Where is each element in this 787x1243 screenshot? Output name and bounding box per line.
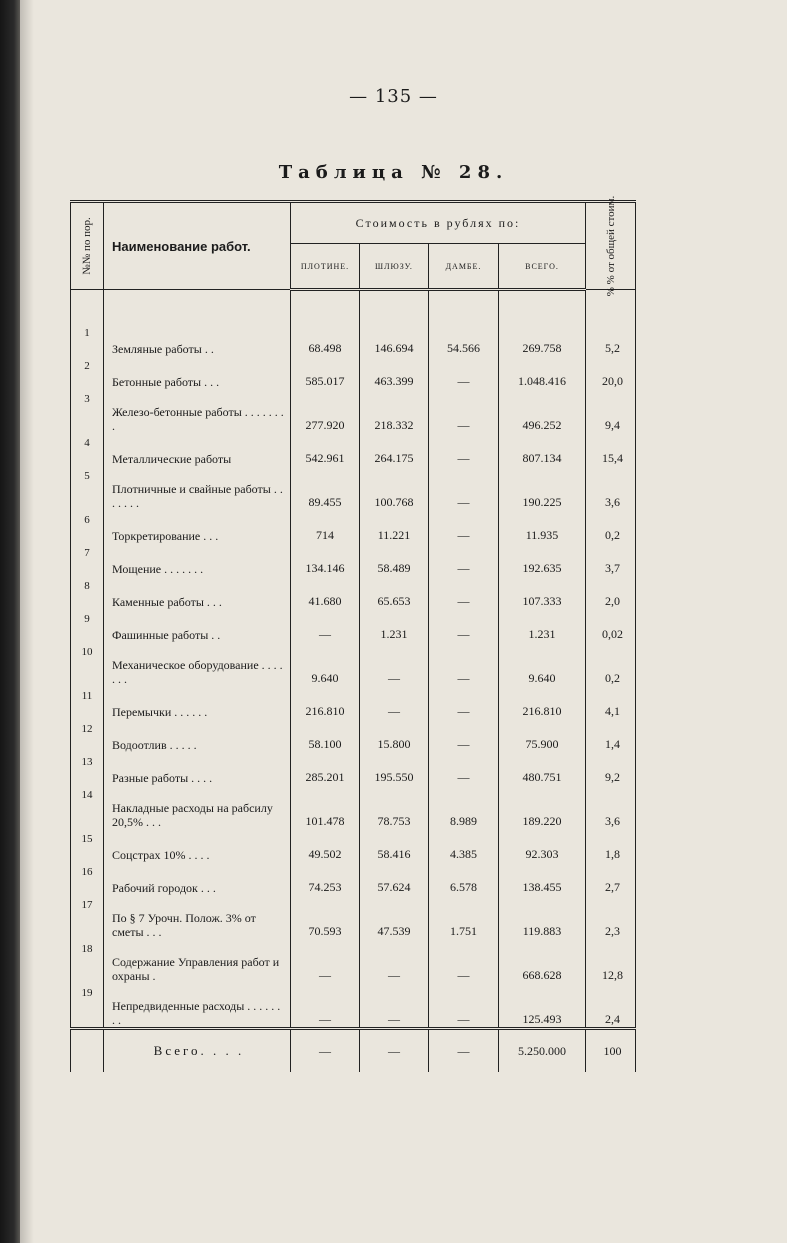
row-number: 2	[71, 356, 104, 389]
table-row	[71, 642, 636, 686]
row-work-name: Водоотлив . . . . .	[104, 719, 291, 752]
row-total-value: 125.493	[499, 983, 586, 1029]
row-percent-value: 2,7	[586, 862, 636, 895]
row-work-name: Плотничные и свайные работы . . . . . . .	[104, 466, 291, 510]
header-shluzu: ШЛЮЗУ.	[360, 244, 429, 290]
row-work-name: Непредвиденные расходы . . . . . . . .	[104, 983, 291, 1029]
table-row	[71, 323, 636, 356]
row-number: 3	[71, 389, 104, 433]
row-shluzu-value: —	[360, 983, 429, 1029]
row-shluzu-value: 1.231	[360, 609, 429, 642]
row-percent-value: 1,4	[586, 719, 636, 752]
row-shluzu-value: 78.753	[360, 785, 429, 829]
row-number: 10	[71, 642, 104, 686]
row-number: 5	[71, 466, 104, 510]
row-plotine-value: 49.502	[291, 829, 360, 862]
row-plotine-value: 714	[291, 510, 360, 543]
row-total-value: 138.455	[499, 862, 586, 895]
row-total-value: 189.220	[499, 785, 586, 829]
row-percent-value: 15,4	[586, 433, 636, 466]
row-number: 4	[71, 433, 104, 466]
row-shluzu-value: 11.221	[360, 510, 429, 543]
row-work-name: Бетонные работы . . .	[104, 356, 291, 389]
table-row	[71, 389, 636, 433]
row-number: 14	[71, 785, 104, 829]
table-row	[71, 466, 636, 510]
row-percent-value: 5,2	[586, 323, 636, 356]
row-plotine-value: 70.593	[291, 895, 360, 939]
cost-table	[70, 195, 636, 1072]
row-total-value: 190.225	[499, 466, 586, 510]
row-total-value: 192.635	[499, 543, 586, 576]
total-plotine-value: —	[291, 1029, 360, 1073]
spacer-row	[71, 290, 636, 324]
total-percent-value: 100	[586, 1029, 636, 1073]
row-dambe-value: 54.566	[429, 323, 499, 356]
row-work-name: Накладные расходы на рабсилу 20,5% . . .	[104, 785, 291, 829]
table-row	[71, 939, 636, 983]
row-total-value: 216.810	[499, 686, 586, 719]
row-plotine-value: 68.498	[291, 323, 360, 356]
row-total-value: 269.758	[499, 323, 586, 356]
row-work-name: Мощение . . . . . . .	[104, 543, 291, 576]
row-number: 19	[71, 983, 104, 1029]
row-total-value: 668.628	[499, 939, 586, 983]
table-row	[71, 829, 636, 862]
row-dambe-value: —	[429, 389, 499, 433]
row-shluzu-value: —	[360, 642, 429, 686]
header-number: №№ по пор.	[71, 202, 104, 290]
row-plotine-value: 9.640	[291, 642, 360, 686]
row-work-name: Металлические работы	[104, 433, 291, 466]
row-dambe-value: —	[429, 466, 499, 510]
total-shluzu-value: —	[360, 1029, 429, 1073]
row-total-value: 107.333	[499, 576, 586, 609]
row-plotine-value: 58.100	[291, 719, 360, 752]
row-dambe-value: —	[429, 719, 499, 752]
row-plotine-value: 216.810	[291, 686, 360, 719]
row-work-name: Содержание Управления работ и охраны .	[104, 939, 291, 983]
row-dambe-value: —	[429, 433, 499, 466]
row-total-value: 75.900	[499, 719, 586, 752]
table-row	[71, 433, 636, 466]
row-plotine-value: —	[291, 609, 360, 642]
total-dambe-value: —	[429, 1029, 499, 1073]
total-label: Всего. . . .	[104, 1029, 291, 1073]
row-dambe-value: 4.385	[429, 829, 499, 862]
row-number: 13	[71, 752, 104, 785]
row-percent-value: 3,6	[586, 785, 636, 829]
page-gutter-shadow	[20, 0, 34, 1243]
row-number: 17	[71, 895, 104, 939]
table-row	[71, 543, 636, 576]
table-row	[71, 576, 636, 609]
table-header	[71, 195, 636, 297]
row-percent-value: 1,8	[586, 829, 636, 862]
page-number: — 135 —	[349, 86, 438, 107]
table-row	[71, 356, 636, 389]
row-plotine-value: —	[291, 939, 360, 983]
row-percent-value: 3,7	[586, 543, 636, 576]
row-number: 15	[71, 829, 104, 862]
row-dambe-value: —	[429, 576, 499, 609]
total-row	[71, 1029, 636, 1073]
row-percent-value: 0,02	[586, 609, 636, 642]
table-row	[71, 609, 636, 642]
row-shluzu-value: 195.550	[360, 752, 429, 785]
row-percent-value: 2,0	[586, 576, 636, 609]
table-row	[71, 719, 636, 752]
header-work-name: Наименование работ.	[104, 202, 291, 290]
header-vsego: ВСЕГО.	[499, 244, 586, 290]
row-shluzu-value: 15.800	[360, 719, 429, 752]
row-shluzu-value: 58.416	[360, 829, 429, 862]
row-total-value: 1.048.416	[499, 356, 586, 389]
row-dambe-value: —	[429, 939, 499, 983]
row-work-name: Торкретирование . . .	[104, 510, 291, 543]
row-total-value: 480.751	[499, 752, 586, 785]
row-work-name: Механическое оборудование . . . . . . .	[104, 642, 291, 686]
header-cost-group: Стоимость в рублях по:	[291, 202, 586, 244]
row-dambe-value: —	[429, 609, 499, 642]
row-number: 11	[71, 686, 104, 719]
row-shluzu-value: —	[360, 939, 429, 983]
row-number: 9	[71, 609, 104, 642]
row-dambe-value: —	[429, 983, 499, 1029]
row-work-name: Разные работы . . . .	[104, 752, 291, 785]
row-number: 6	[71, 510, 104, 543]
row-plotine-value: —	[291, 983, 360, 1029]
row-plotine-value: 89.455	[291, 466, 360, 510]
row-work-name: Рабочий городок . . .	[104, 862, 291, 895]
row-shluzu-value: 100.768	[360, 466, 429, 510]
row-number: 16	[71, 862, 104, 895]
table-title: Таблица № 28.	[278, 162, 509, 183]
table-row	[71, 510, 636, 543]
row-plotine-value: 134.146	[291, 543, 360, 576]
row-shluzu-value: 58.489	[360, 543, 429, 576]
row-percent-value: 2,3	[586, 895, 636, 939]
row-percent-value: 9,2	[586, 752, 636, 785]
row-total-value: 1.231	[499, 609, 586, 642]
row-work-name: Фашинные работы . .	[104, 609, 291, 642]
row-total-value: 9.640	[499, 642, 586, 686]
row-percent-value: 4,1	[586, 686, 636, 719]
row-dambe-value: 1.751	[429, 895, 499, 939]
row-plotine-value: 101.478	[291, 785, 360, 829]
row-percent-value: 0,2	[586, 510, 636, 543]
row-shluzu-value: 65.653	[360, 576, 429, 609]
row-shluzu-value: 146.694	[360, 323, 429, 356]
row-dambe-value: —	[429, 752, 499, 785]
row-percent-value: 3,6	[586, 466, 636, 510]
row-shluzu-value: —	[360, 686, 429, 719]
row-percent-value: 2,4	[586, 983, 636, 1029]
row-shluzu-value: 218.332	[360, 389, 429, 433]
row-shluzu-value: 47.539	[360, 895, 429, 939]
table-row	[71, 862, 636, 895]
row-work-name: Перемычки . . . . . .	[104, 686, 291, 719]
row-plotine-value: 285.201	[291, 752, 360, 785]
row-percent-value: 20,0	[586, 356, 636, 389]
row-plotine-value: 542.961	[291, 433, 360, 466]
row-total-value: 496.252	[499, 389, 586, 433]
row-number: 18	[71, 939, 104, 983]
row-dambe-value: —	[429, 510, 499, 543]
row-dambe-value: 8.989	[429, 785, 499, 829]
header-dambe: ДАМБЕ.	[429, 244, 499, 290]
row-shluzu-value: 463.399	[360, 356, 429, 389]
row-shluzu-value: 57.624	[360, 862, 429, 895]
row-percent-value: 12,8	[586, 939, 636, 983]
row-total-value: 92.303	[499, 829, 586, 862]
row-plotine-value: 74.253	[291, 862, 360, 895]
table-row	[71, 983, 636, 1029]
row-dambe-value: —	[429, 543, 499, 576]
row-work-name: Соцстрах 10% . . . .	[104, 829, 291, 862]
header-percent: % % от общей стоим.	[586, 202, 636, 290]
row-percent-value: 0,2	[586, 642, 636, 686]
total-sum-value: 5.250.000	[499, 1029, 586, 1073]
row-work-name: Земляные работы . .	[104, 323, 291, 356]
row-dambe-value: —	[429, 686, 499, 719]
row-total-value: 11.935	[499, 510, 586, 543]
row-number: 8	[71, 576, 104, 609]
row-shluzu-value: 264.175	[360, 433, 429, 466]
row-dambe-value: 6.578	[429, 862, 499, 895]
row-number: 1	[71, 323, 104, 356]
table-body	[71, 290, 636, 1073]
row-work-name: Каменные работы . . .	[104, 576, 291, 609]
total-number-cell	[71, 1029, 104, 1073]
row-plotine-value: 585.017	[291, 356, 360, 389]
row-percent-value: 9,4	[586, 389, 636, 433]
book-binding	[0, 0, 20, 1243]
row-dambe-value: —	[429, 356, 499, 389]
row-dambe-value: —	[429, 642, 499, 686]
row-total-value: 119.883	[499, 895, 586, 939]
table-row	[71, 785, 636, 829]
table-row	[71, 686, 636, 719]
row-plotine-value: 277.920	[291, 389, 360, 433]
row-work-name: По § 7 Урочн. Полож. 3% от сметы . . .	[104, 895, 291, 939]
header-plotine: ПЛОТИНЕ.	[291, 244, 360, 290]
row-number: 7	[71, 543, 104, 576]
table-row	[71, 895, 636, 939]
row-number: 12	[71, 719, 104, 752]
row-total-value: 807.134	[499, 433, 586, 466]
row-plotine-value: 41.680	[291, 576, 360, 609]
table-row	[71, 752, 636, 785]
row-work-name: Железо-бетонные работы . . . . . . . .	[104, 389, 291, 433]
